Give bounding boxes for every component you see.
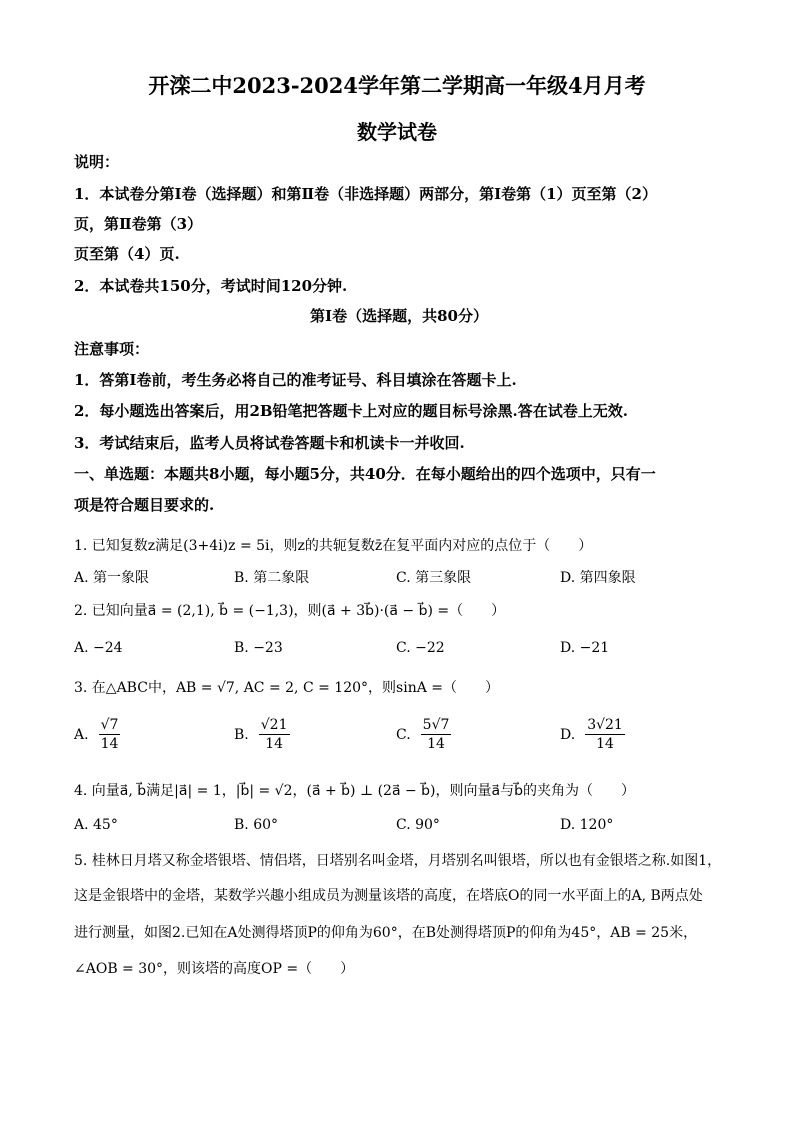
option-a[interactable]: A. 45°: [74, 817, 118, 833]
option-a[interactable]: [74, 717, 120, 752]
option-d[interactable]: D. 120°: [560, 817, 614, 833]
instructions-heading: 说明：: [74, 153, 120, 171]
fraction-denominator: 14: [100, 736, 119, 752]
fraction-numerator: 3√21: [587, 717, 623, 733]
option-b[interactable]: B. 60°: [234, 817, 279, 833]
option-c[interactable]: C. 第三象限: [396, 570, 472, 586]
note-line: 2．每小题选出答案后，用2B铅笔把答题卡上对应的题目标号涂黑.答在试卷上无效.: [74, 402, 629, 420]
option-d[interactable]: D. 第四象限: [560, 570, 636, 586]
fraction-numerator: √21: [260, 717, 288, 733]
option-d[interactable]: D. −21: [560, 640, 610, 656]
question-5-line: 进行测量，如图2.已知在A处测得塔顶P的仰角为60°，在B处测得塔顶P的仰角为45°，AB = 25米，: [74, 925, 698, 941]
question-2-stem: 2. 已知向量a⃗ = (2,1), b⃗ = (−1,3)，则(a⃗ + 3b⃗)·(a⃗ − b⃗) =（ ）: [74, 603, 506, 619]
option-label: B.: [234, 726, 249, 743]
option-c[interactable]: [396, 717, 451, 752]
fraction: [99, 717, 121, 752]
option-label: C.: [396, 726, 411, 743]
exam-title: 开滦二中2023-2024学年第二学期高一年级4月月考: [148, 73, 646, 98]
part-heading: 一、单选题：本题共8小题，每小题5分，共40分．在每小题给出的四个选项中，只有一: [74, 465, 656, 483]
question-1-stem: 1. 已知复数z满足(3+4i)z = 5i，则z的共轭复数z̄在复平面内对应的点位于（ ）: [74, 538, 593, 554]
fraction-numerator: 5√7: [422, 717, 450, 733]
fraction-numerator: √7: [100, 717, 119, 733]
instruction-line: 页至第（4）页.: [74, 245, 180, 263]
fraction-denominator: 14: [427, 736, 445, 752]
section-heading: 第Ⅰ卷（选择题，共80分）: [310, 307, 488, 325]
option-b[interactable]: [234, 717, 290, 752]
note-line: 3．考试结束后，监考人员将试卷答题卡和机读卡一并收回.: [74, 434, 465, 452]
question-5-line: 这是金银塔中的金塔，某数学兴趣小组成员为测量该塔的高度，在塔底O的同一水平面上的A, B两点处: [74, 888, 703, 904]
option-a[interactable]: A. 第一象限: [74, 570, 150, 586]
exam-subtitle: 数学试卷: [357, 120, 437, 144]
question-4-stem: 4. 向量a⃗, b⃗满足|a⃗| = 1，|b⃗| = √2，(a⃗ + b⃗) ⊥ (2a⃗ − b⃗)，则向量a⃗与b⃗的夹角为（ ）: [74, 783, 635, 799]
note-line: 1．答第Ⅰ卷前，考生务必将自己的准考证号、科目填涂在答题卡上.: [74, 371, 517, 389]
fraction: [585, 717, 625, 752]
part-heading: 项是符合题目要求的.: [74, 496, 215, 514]
option-a[interactable]: A. −24: [74, 640, 123, 656]
option-c[interactable]: C. −22: [396, 640, 445, 656]
option-label: D.: [560, 726, 576, 743]
fraction-denominator: 14: [265, 736, 284, 752]
option-b[interactable]: B. −23: [234, 640, 283, 656]
fraction: [421, 717, 452, 752]
option-d[interactable]: [560, 717, 625, 752]
option-c[interactable]: C. 90°: [396, 817, 440, 833]
fraction-denominator: 14: [596, 736, 614, 752]
question-3-stem: 3. 在△ABC中，AB = √7, AC = 2, C = 120°，则sinA =（ ）: [74, 680, 499, 696]
instruction-line: 2．本试卷共150分，考试时间120分钟.: [74, 277, 348, 295]
instruction-line: 1．本试卷分第Ⅰ卷（选择题）和第Ⅱ卷（非选择题）两部分，第Ⅰ卷第（1）页至第（2）: [74, 185, 657, 203]
option-label: A.: [74, 726, 89, 743]
option-b[interactable]: B. 第二象限: [234, 570, 310, 586]
fraction: [259, 717, 290, 752]
question-5-line: ∠AOB = 30°，则该塔的高度OP =（ ）: [74, 961, 355, 977]
instruction-line: 页，第Ⅱ卷第（3）: [74, 215, 203, 233]
notes-heading: 注意事项：: [74, 340, 150, 358]
question-5-line: 5. 桂林日月塔又称金塔银塔、情侣塔，日塔别名叫金塔，月塔别名叫银塔，所以也有金银塔之称.如图1，: [74, 853, 722, 869]
